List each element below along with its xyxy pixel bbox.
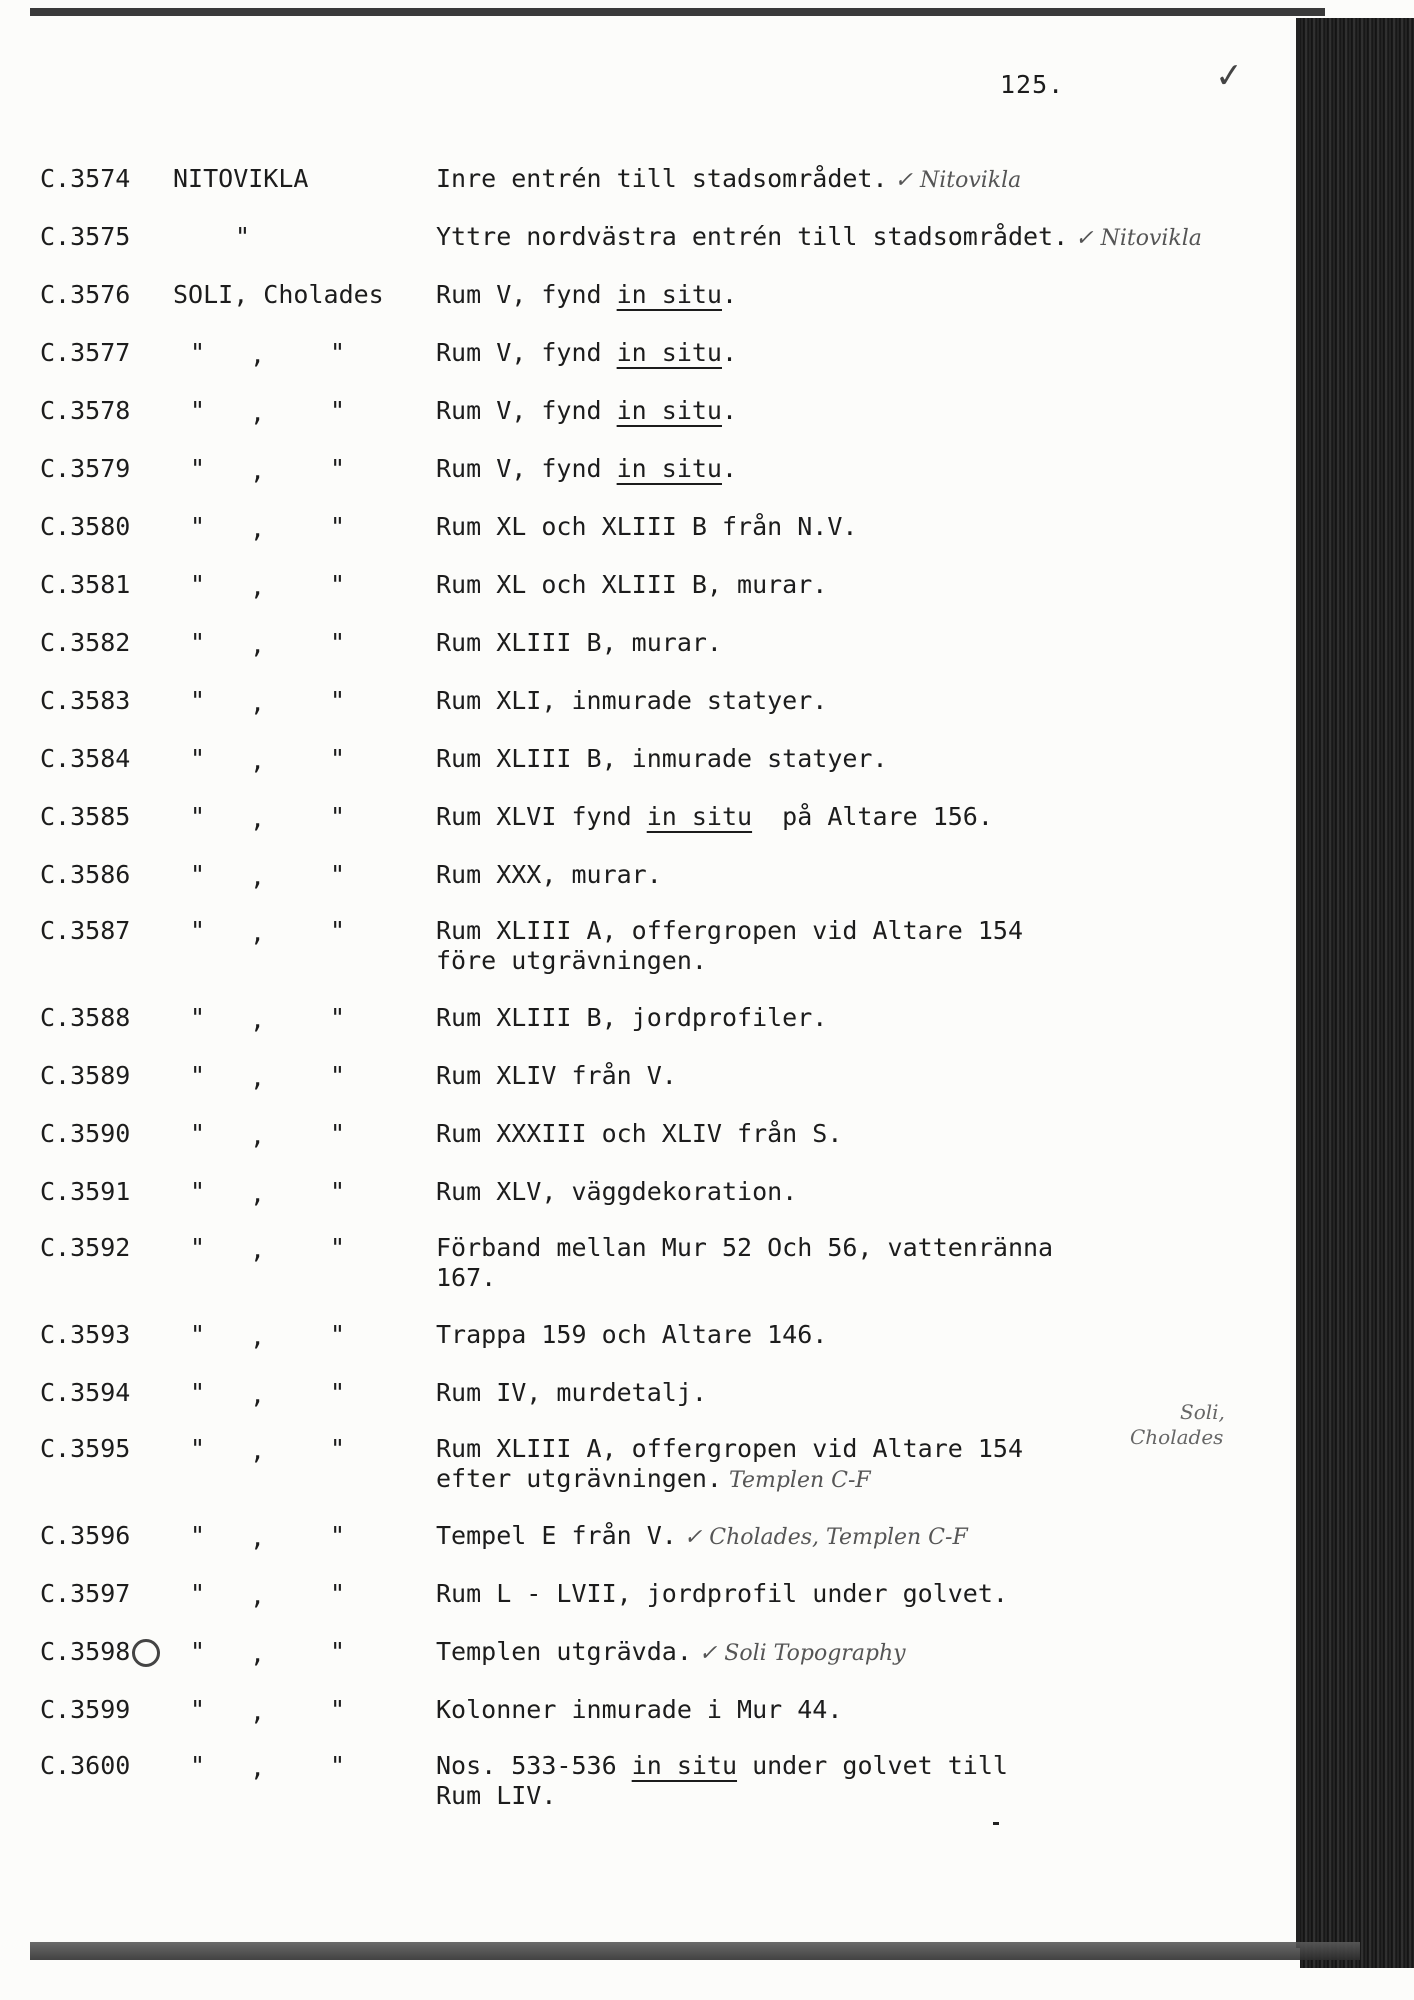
entry-description-line: Rum XLIII A, offergropen vid Altare 154 — [436, 916, 1023, 945]
ditto-comma: , — [250, 630, 266, 659]
catalogue-number: C.3588 — [40, 1003, 131, 1032]
ditto-comma: , — [250, 1005, 266, 1034]
ditto-mark: " — [190, 1751, 206, 1780]
ditto-mark: " — [190, 1434, 206, 1463]
entry-description — [436, 222, 1216, 254]
ditto-comma: , — [250, 1063, 266, 1092]
entry-description — [436, 1579, 1216, 1609]
entry-description-line: Rum XLIII B, inmurade statyer. — [436, 744, 888, 773]
margin-note-cholades: Cholades — [1130, 1425, 1224, 1449]
entry-description — [436, 1061, 1216, 1091]
ditto-comma: , — [250, 1121, 266, 1150]
catalogue-number: C.3581 — [40, 570, 131, 599]
entry-description-line: Rum V, fynd in situ. — [436, 338, 738, 367]
ditto-mark: " — [330, 396, 346, 425]
entry-description-line: Rum L - LVII, jordprofil under golvet. — [436, 1579, 1008, 1608]
entry-description — [436, 860, 1216, 890]
ditto-comma: , — [250, 1235, 266, 1264]
entry-description — [436, 396, 1216, 426]
entry-description-line: Rum V, fynd in situ. — [436, 280, 738, 309]
ditto-comma: , — [250, 688, 266, 717]
ditto-mark: " — [190, 1521, 206, 1550]
ditto-mark: " — [190, 686, 206, 715]
ditto-mark: " — [190, 454, 206, 483]
entry-description-line: Templen utgrävda. ✓ Soli Topography — [436, 1637, 906, 1666]
ditto-mark: " — [330, 1579, 346, 1608]
entry-description — [436, 1521, 1216, 1553]
ditto-mark: " — [330, 1378, 346, 1407]
entry-description — [436, 338, 1216, 368]
entry-description-line: Rum XL och XLIII B från N.V. — [436, 512, 858, 541]
catalogue-number: C.3591 — [40, 1177, 131, 1206]
ditto-comma: , — [250, 804, 266, 833]
ditto-comma: , — [250, 1380, 266, 1409]
ditto-comma: , — [250, 1753, 266, 1782]
circle-mark-icon — [132, 1639, 160, 1667]
site-name: NITOVIKLA — [173, 164, 309, 193]
catalogue-number: C.3583 — [40, 686, 131, 715]
entry-description-line: Rum XLIV från V. — [436, 1061, 677, 1090]
entry-description-line: Nos. 533-536 in situ under golvet till — [436, 1751, 1008, 1780]
entry-description-line: Inre entrén till stadsområdet. ✓ Nitovikla — [436, 164, 1022, 193]
entry-description-line: Rum IV, murdetalj. — [436, 1378, 707, 1407]
entry-description-line: före utgrävningen. — [436, 946, 707, 975]
catalogue-number: C.3586 — [40, 860, 131, 889]
entry-description — [436, 916, 1216, 976]
catalogue-number: C.3576 — [40, 280, 131, 309]
ditto-comma: , — [250, 1179, 266, 1208]
catalogue-number: C.3578 — [40, 396, 131, 425]
ditto-comma: , — [250, 398, 266, 427]
ditto-mark: " — [190, 512, 206, 541]
entry-description — [436, 1751, 1216, 1811]
entry-description-line: Rum LIV. — [436, 1781, 557, 1810]
entry-description-line: Rum XLI, inmurade statyer. — [436, 686, 828, 715]
entry-description-line: 167. — [436, 1263, 497, 1292]
ditto-mark: " — [330, 1751, 346, 1780]
ditto-mark: " — [190, 396, 206, 425]
catalogue-number: C.3579 — [40, 454, 131, 483]
ditto-mark: " — [330, 512, 346, 541]
ditto-mark: " — [330, 454, 346, 483]
handwritten-note: ✓ Nitovikla — [887, 168, 1022, 193]
catalogue-number: C.3580 — [40, 512, 131, 541]
catalogue-number: C.3593 — [40, 1320, 131, 1349]
ditto-mark: " — [190, 1378, 206, 1407]
entry-description — [436, 1003, 1216, 1033]
entry-description — [436, 802, 1216, 832]
handwritten-note: Templen C-F — [721, 1468, 871, 1493]
catalogue-number: C.3584 — [40, 744, 131, 773]
entry-description-line: Rum V, fynd in situ. — [436, 454, 738, 483]
entry-description-line: Rum V, fynd in situ. — [436, 396, 738, 425]
catalogue-number: C.3594 — [40, 1378, 131, 1407]
ditto-mark: " — [190, 744, 206, 773]
ditto-comma: , — [250, 572, 266, 601]
ditto-mark: " — [190, 1637, 206, 1666]
entry-description — [436, 570, 1216, 600]
entry-description — [436, 1177, 1216, 1207]
entry-description-line: efter utgrävningen. Templen C-F — [436, 1464, 871, 1493]
ditto-mark: " — [190, 1119, 206, 1148]
catalogue-number: C.3587 — [40, 916, 131, 945]
entry-description — [436, 512, 1216, 542]
entry-description-line: Rum XXX, murar. — [436, 860, 662, 889]
page-number: 125. — [1000, 70, 1065, 99]
ditto-mark: " — [330, 686, 346, 715]
ditto-mark: " — [190, 1579, 206, 1608]
entry-description-line: Tempel E från V. ✓ Cholades, Templen C-F — [436, 1521, 968, 1550]
catalogue-number: C.3577 — [40, 338, 131, 367]
catalogue-number: C.3598 — [40, 1637, 131, 1666]
catalogue-number: C.3575 — [40, 222, 131, 251]
stray-mark — [993, 1822, 999, 1825]
ditto-mark: " — [330, 1434, 346, 1463]
handwritten-note: ✓ Nitovikla — [1068, 226, 1202, 251]
entry-description-line: Rum XLV, väggdekoration. — [436, 1177, 798, 1206]
entry-description — [436, 1320, 1216, 1350]
ditto-mark: " — [330, 1119, 346, 1148]
entry-description — [436, 1119, 1216, 1149]
ditto-comma: , — [250, 1639, 266, 1668]
catalogue-number: C.3590 — [40, 1119, 131, 1148]
ditto-mark: " — [330, 1177, 346, 1206]
ditto-mark: " — [330, 570, 346, 599]
ditto-mark: " — [330, 628, 346, 657]
ditto-mark: " — [190, 1695, 206, 1724]
ditto-comma: , — [250, 746, 266, 775]
ditto-mark: " — [330, 1695, 346, 1724]
ditto-mark: " — [190, 1061, 206, 1090]
ditto-comma: , — [250, 1322, 266, 1351]
top-scan-border — [30, 8, 1325, 16]
entry-description-line: Trappa 159 och Altare 146. — [436, 1320, 828, 1349]
catalogue-number: C.3574 — [40, 164, 131, 193]
entry-description — [436, 1695, 1216, 1725]
entry-description — [436, 1637, 1216, 1669]
catalogue-number: C.3600 — [40, 1751, 131, 1780]
entry-description — [436, 1378, 1216, 1408]
ditto-mark: " — [190, 1320, 206, 1349]
entry-description-line: Rum XXXIII och XLIV från S. — [436, 1119, 843, 1148]
ditto-mark: " — [330, 1637, 346, 1666]
entry-description — [436, 164, 1216, 196]
ditto-mark: " — [330, 1061, 346, 1090]
ditto-mark: " — [190, 802, 206, 831]
entry-description — [436, 628, 1216, 658]
ditto-mark: " — [330, 860, 346, 889]
catalogue-number: C.3582 — [40, 628, 131, 657]
entry-description — [436, 1233, 1216, 1293]
handwritten-note: ✓ Soli Topography — [691, 1641, 906, 1666]
catalogue-number: C.3596 — [40, 1521, 131, 1550]
ditto-comma: , — [250, 456, 266, 485]
ditto-comma: , — [250, 1697, 266, 1726]
ditto-mark: " — [330, 1233, 346, 1262]
catalogue-number: C.3585 — [40, 802, 131, 831]
ditto-comma: , — [250, 862, 266, 891]
ditto-mark: " — [190, 1177, 206, 1206]
ditto-mark: " — [190, 1003, 206, 1032]
entry-description — [436, 1434, 1216, 1496]
ditto-mark: " — [190, 860, 206, 889]
ditto-mark: " — [330, 1521, 346, 1550]
ditto-comma: , — [250, 1581, 266, 1610]
ditto-mark: " — [190, 570, 206, 599]
entry-description-line: Rum XLVI fynd in situ på Altare 156. — [436, 802, 993, 831]
entry-description-line: Rum XLIII A, offergropen vid Altare 154 — [436, 1434, 1023, 1463]
ditto-comma: , — [250, 918, 266, 947]
margin-note-soli: Soli, — [1180, 1400, 1225, 1424]
entry-description — [436, 744, 1216, 774]
ditto-mark: " — [190, 916, 206, 945]
site-name: SOLI, Cholades — [173, 280, 384, 309]
entry-description-line: Förband mellan Mur 52 Och 56, vattenränna — [436, 1233, 1054, 1262]
ditto-comma: , — [250, 340, 266, 369]
book-spine — [1300, 18, 1414, 1968]
ditto-mark: " — [330, 802, 346, 831]
ditto-mark: " — [190, 338, 206, 367]
ditto-mark: " — [330, 338, 346, 367]
catalogue-number: C.3595 — [40, 1434, 131, 1463]
ditto-mark: " — [190, 628, 206, 657]
ditto-mark: " — [235, 222, 251, 251]
catalogue-number: C.3599 — [40, 1695, 131, 1724]
catalogue-number: C.3597 — [40, 1579, 131, 1608]
entry-description-line: Kolonner inmurade i Mur 44. — [436, 1695, 843, 1724]
entry-description — [436, 454, 1216, 484]
bottom-scan-border — [30, 1942, 1360, 1960]
ditto-comma: , — [250, 514, 266, 543]
entry-description — [436, 686, 1216, 716]
ditto-comma: , — [250, 1523, 266, 1552]
handwritten-note: ✓ Cholades, Templen C-F — [676, 1525, 968, 1550]
ditto-comma: , — [250, 1436, 266, 1465]
ditto-mark: " — [330, 744, 346, 773]
entry-description-line: Rum XLIII B, jordprofiler. — [436, 1003, 828, 1032]
catalogue-number: C.3589 — [40, 1061, 131, 1090]
ditto-mark: " — [330, 1003, 346, 1032]
entry-description-line: Rum XLIII B, murar. — [436, 628, 722, 657]
ditto-mark: " — [330, 916, 346, 945]
catalogue-number: C.3592 — [40, 1233, 131, 1262]
entry-description-line: Yttre nordvästra entrén till stadsområdet. ✓ Nitovikla — [436, 222, 1202, 251]
entry-description-line: Rum XL och XLIII B, murar. — [436, 570, 828, 599]
ditto-mark: " — [190, 1233, 206, 1262]
ditto-mark: " — [330, 1320, 346, 1349]
check-mark-icon: ✓ — [1213, 55, 1245, 97]
entry-description — [436, 280, 1216, 310]
